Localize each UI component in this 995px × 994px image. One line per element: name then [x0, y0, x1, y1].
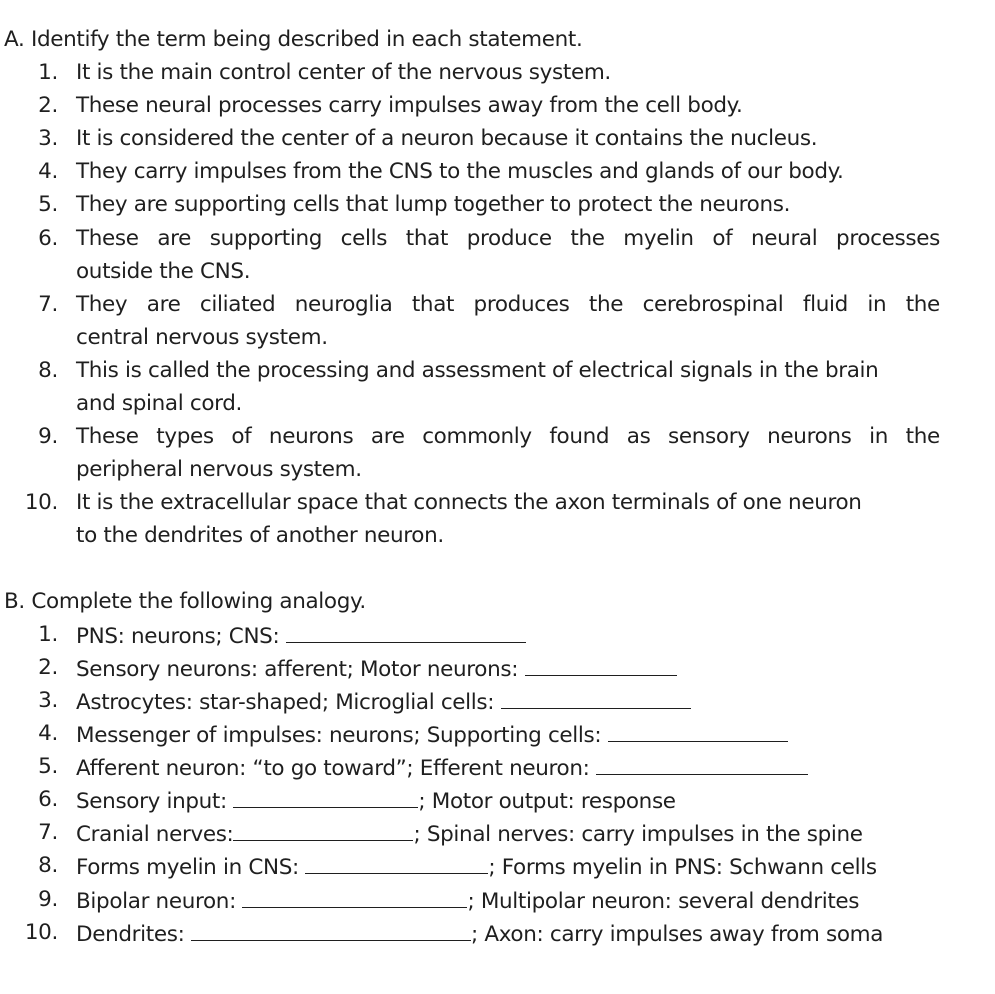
statement-word: neuroglia — [294, 292, 393, 317]
analogy-text — [76, 787, 676, 814]
statement-word: types — [156, 424, 214, 449]
analogy-pair: ; Axon: carry impulses away from soma — [470, 922, 884, 947]
statement-word: of — [231, 424, 252, 449]
statement-word: found — [549, 424, 610, 449]
answer-blank[interactable] — [305, 853, 488, 874]
statement-word: cerebrospinal — [642, 292, 784, 317]
answer-blank[interactable] — [191, 920, 471, 941]
item-number: 1. — [38, 60, 58, 85]
statement-text — [76, 226, 940, 251]
statement-word: ciliated — [199, 292, 276, 317]
statement-word: are — [370, 424, 405, 449]
analogy-pair: ; Forms myelin in PNS: Schwann cells — [488, 855, 877, 880]
statement-word: These — [76, 424, 139, 449]
statement-word: neural — [751, 226, 818, 251]
statement-word: neurons — [767, 424, 852, 449]
statement-word: the — [905, 292, 940, 317]
answer-blank[interactable] — [286, 622, 526, 643]
statement-text: They are supporting cells that lump together to protect the neurons. — [76, 192, 791, 217]
item-number: 3. — [38, 688, 58, 713]
item-number: 5. — [38, 192, 58, 217]
section-b-title: B. Complete the following analogy. — [4, 589, 366, 614]
item-number: 2. — [38, 655, 58, 680]
statement-text: It is considered the center of a neuron because it contains the nucleus. — [76, 126, 818, 151]
item-number: 8. — [38, 358, 58, 383]
statement-word: neurons — [268, 424, 354, 449]
item-number: 6. — [38, 226, 58, 251]
analogy-text — [76, 622, 526, 649]
statement-text: and spinal cord. — [76, 391, 243, 416]
statement-text — [76, 292, 940, 317]
analogy-prompt: PNS: neurons; CNS: — [76, 624, 286, 649]
statement-word: that — [405, 226, 449, 251]
statement-word: cells — [340, 226, 388, 251]
analogy-pair: ; Multipolar neuron: several dendrites — [467, 889, 860, 914]
statement-word: as — [626, 424, 651, 449]
answer-blank[interactable] — [501, 688, 691, 709]
statement-word: of — [712, 226, 733, 251]
statement-word: produce — [466, 226, 552, 251]
statement-text: This is called the processing and assessment of electrical signals in the brain — [76, 358, 879, 383]
statement-text: peripheral nervous system. — [76, 457, 362, 482]
section-a-title: A. Identify the term being described in each statement. — [4, 27, 583, 52]
statement-word: These — [76, 226, 139, 251]
analogy-prompt: Dendrites: — [76, 922, 191, 947]
item-number: 9. — [38, 887, 58, 912]
statement-word: are — [157, 226, 192, 251]
item-number: 5. — [38, 754, 58, 779]
analogy-pair: ; Spinal nerves: carry impulses in the spine — [413, 822, 863, 847]
statement-text: These neural processes carry impulses away from the cell body. — [76, 93, 743, 118]
item-number: 10. — [24, 490, 58, 515]
analogy-prompt: Sensory input: — [76, 789, 234, 814]
item-number: 4. — [38, 721, 58, 746]
analogy-text — [76, 853, 877, 880]
statement-word: processes — [836, 226, 940, 251]
analogy-prompt: Bipolar neuron: — [76, 889, 243, 914]
statement-word: that — [411, 292, 455, 317]
analogy-prompt: Astrocytes: star-shaped; Microglial cells: — [76, 690, 501, 715]
statement-word: in — [867, 292, 887, 317]
item-number: 1. — [38, 622, 58, 647]
statement-word: commonly — [422, 424, 532, 449]
analogy-pair: ; Motor output: response — [418, 789, 676, 814]
statement-word: sensory — [668, 424, 750, 449]
statement-word: produces — [473, 292, 570, 317]
item-number: 6. — [38, 787, 58, 812]
item-number: 7. — [38, 292, 58, 317]
answer-blank[interactable] — [596, 754, 808, 775]
statement-text: It is the extracellular space that connects the axon terminals of one neuron — [76, 490, 862, 515]
item-number: 3. — [38, 126, 58, 151]
item-number: 9. — [38, 424, 58, 449]
statement-word: supporting — [209, 226, 323, 251]
item-number: 10. — [24, 920, 58, 945]
statement-word: are — [146, 292, 181, 317]
analogy-text — [76, 887, 859, 914]
analogy-prompt: Cranial nerves: — [76, 822, 234, 847]
analogy-text — [76, 820, 863, 847]
statement-word: the — [588, 292, 624, 317]
answer-blank[interactable] — [242, 887, 467, 908]
answer-blank[interactable] — [233, 820, 413, 841]
item-number: 2. — [38, 93, 58, 118]
statement-text — [76, 424, 940, 449]
answer-blank[interactable] — [525, 655, 677, 676]
analogy-text — [76, 754, 808, 781]
statement-text: It is the main control center of the nervous system. — [76, 60, 611, 85]
statement-word: myelin — [623, 226, 694, 251]
analogy-prompt: Messenger of impulses: neurons; Supporting cells: — [76, 723, 608, 748]
statement-word: the — [570, 226, 605, 251]
analogy-text — [76, 721, 788, 748]
statement-word: the — [905, 424, 940, 449]
item-number: 4. — [38, 159, 58, 184]
statement-text: to the dendrites of another neuron. — [76, 523, 444, 548]
analogy-prompt: Sensory neurons: afferent; Motor neurons: — [76, 657, 525, 682]
statement-text: central nervous system. — [76, 325, 328, 350]
analogy-text — [76, 688, 691, 715]
statement-word: They — [76, 292, 128, 317]
statement-text: outside the CNS. — [76, 259, 251, 284]
item-number: 7. — [38, 820, 58, 845]
statement-word: in — [869, 424, 889, 449]
analogy-text — [76, 655, 677, 682]
analogy-text — [76, 920, 883, 947]
analogy-prompt: Forms myelin in CNS: — [76, 855, 306, 880]
analogy-prompt: Afferent neuron: “to go toward”; Efferent neuron: — [76, 756, 597, 781]
answer-blank[interactable] — [608, 721, 788, 742]
statement-word: fluid — [802, 292, 848, 317]
answer-blank[interactable] — [233, 787, 418, 808]
item-number: 8. — [38, 853, 58, 878]
statement-text: They carry impulses from the CNS to the muscles and glands of our body. — [76, 159, 844, 184]
